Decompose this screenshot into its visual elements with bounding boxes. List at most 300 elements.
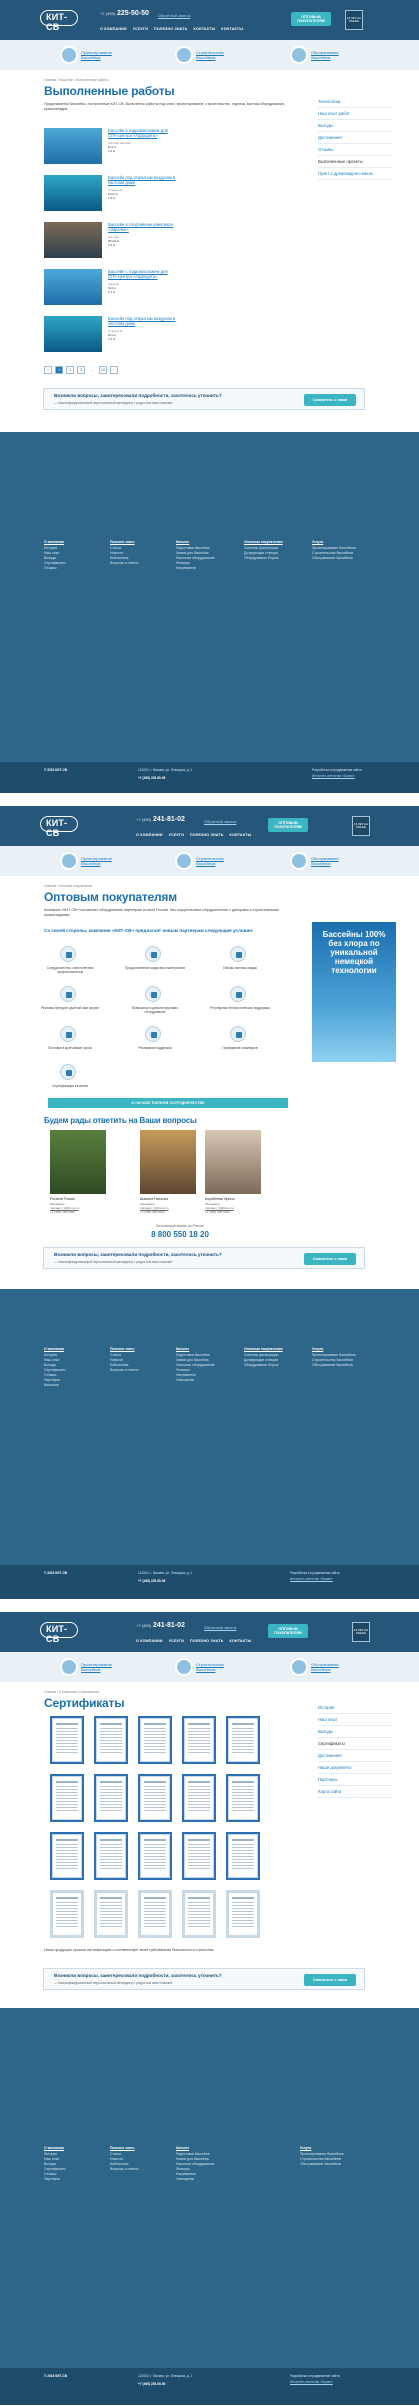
footer-col-heading[interactable]: Каталог bbox=[176, 2146, 190, 2150]
contact-banner bbox=[43, 1968, 365, 1990]
service-maintenance[interactable] bbox=[290, 852, 359, 870]
manager-email[interactable]: manager_2@kit-sv.ru bbox=[140, 1205, 169, 1210]
phone-prefix: +7 (495) bbox=[136, 1623, 152, 1628]
footer-address: 121002, г. Москва, ул. Плющиха, д. 1 bbox=[138, 768, 193, 772]
nav-about[interactable]: О КОМПАНИИ bbox=[100, 27, 127, 31]
footer-phone: +7 (495) 225-50-50 bbox=[138, 1579, 166, 1583]
breadcrumb[interactable]: Главная / О компании / Сертификаты bbox=[44, 1690, 100, 1694]
nav-contacts-2[interactable]: КОНТАКТЫ bbox=[221, 27, 244, 31]
manager-photo bbox=[50, 1130, 106, 1194]
experience-icon bbox=[60, 946, 76, 962]
site-header bbox=[0, 806, 419, 846]
footer-copyright: © 2015 КИТ-СВ bbox=[44, 768, 68, 772]
promo-banner[interactable] bbox=[312, 922, 396, 1062]
pool-maintenance-icon bbox=[290, 46, 308, 64]
footer-address: 121002, г. Москва, ул. Плющиха, д. 1 bbox=[138, 1571, 193, 1575]
footer-col-heading[interactable]: Услуги bbox=[312, 540, 324, 544]
footer-col-heading[interactable]: Услуги bbox=[300, 2146, 312, 2150]
footer-col-heading[interactable]: О компании bbox=[44, 1347, 64, 1351]
project-title[interactable]: Бассейн под открытым воздухом в частном доме bbox=[108, 316, 176, 326]
materials-icon bbox=[145, 946, 161, 962]
next-page-button[interactable]: › bbox=[110, 366, 118, 374]
sidebar-item[interactable]: Пункт 1 древовидного меню bbox=[318, 168, 393, 180]
footer-col-heading[interactable]: О компании bbox=[44, 540, 64, 544]
certificate-thumb[interactable] bbox=[94, 1774, 128, 1822]
delivery-icon bbox=[60, 1026, 76, 1042]
footer-link[interactable]: Насосное оборудование bbox=[176, 1363, 215, 1367]
free-call-label: Бесплатный звонок по России bbox=[156, 1224, 204, 1228]
project-type: Крытый bbox=[108, 235, 119, 239]
footer-link[interactable]: Новости bbox=[110, 2157, 124, 2161]
project-size: 25х10 м bbox=[108, 239, 120, 244]
partnership-button[interactable]: О НАЧАЛЕ ПОЛНОМ СОТРУДНИЧЕСТВЕ bbox=[48, 1098, 288, 1108]
prev-page-button[interactable]: ‹ bbox=[44, 366, 52, 374]
manager-photo bbox=[205, 1130, 261, 1194]
project-thumbnail[interactable] bbox=[44, 175, 102, 211]
service-build[interactable] bbox=[175, 46, 244, 64]
project-thumbnail[interactable] bbox=[44, 128, 102, 164]
footer-link[interactable]: Дозирующие станции bbox=[244, 551, 278, 555]
footer-link[interactable]: Библиотека bbox=[110, 556, 129, 560]
nav-services[interactable]: УСЛУГИ bbox=[168, 1639, 185, 1643]
footer-link[interactable]: Наш опыт bbox=[44, 1358, 60, 1362]
footer-link[interactable]: Химия для бассейна bbox=[176, 1358, 209, 1362]
footer-link[interactable]: Подготовка бассейна bbox=[176, 1353, 210, 1357]
banner-subtext: — Квалифицированный персональный менеджер с радостью вам поможет bbox=[54, 401, 173, 405]
footer-col-useful bbox=[110, 540, 139, 566]
phone-digits: 241-81-02 bbox=[152, 1622, 185, 1629]
certificate-thumb[interactable] bbox=[138, 1832, 172, 1880]
certificate-thumb[interactable] bbox=[138, 1774, 172, 1822]
wholesale-button[interactable]: ОПТОВЫМ ПОКУПАТЕЛЯМ bbox=[291, 12, 331, 26]
footer-col-services bbox=[312, 1347, 356, 1368]
footer-link[interactable]: Отзывы bbox=[44, 2172, 57, 2176]
wholesale-button[interactable]: ОПТОВЫМ ПОКУПАТЕЛЯМ bbox=[268, 1624, 308, 1638]
footer-link[interactable]: Нагреватели bbox=[176, 1373, 197, 1377]
banner-question: Возникли вопросы, заинтересовали подробности, захотелось уточнить? bbox=[54, 1973, 222, 1978]
services-band bbox=[0, 40, 419, 70]
certificate-thumb[interactable] bbox=[182, 1832, 216, 1880]
logo[interactable] bbox=[40, 10, 78, 32]
sidebar-menu bbox=[318, 96, 393, 180]
phone-digits: 241-81-02 bbox=[152, 816, 185, 823]
top-nav bbox=[100, 27, 243, 31]
sidebar-item[interactable]: Наши документы bbox=[318, 1762, 393, 1774]
sidebar-item[interactable]: Достижения bbox=[318, 1750, 393, 1762]
footer-link[interactable]: Фильтры bbox=[176, 561, 190, 565]
nav-contacts[interactable]: КОНТАКТЫ bbox=[193, 27, 216, 31]
condition-text: Регулярная технологическая поддержка bbox=[210, 1006, 270, 1010]
phone-number bbox=[136, 1622, 185, 1629]
project-item[interactable] bbox=[44, 222, 294, 262]
footer-bottom bbox=[0, 762, 419, 793]
condition-text: Предоставление скидочных материалов bbox=[125, 966, 185, 970]
service-maintenance-label: Обслуживание бассейнов bbox=[311, 1662, 339, 1672]
footer-link[interactable]: Освещение bbox=[176, 2177, 195, 2181]
seminar-icon bbox=[230, 1026, 246, 1042]
footer-link[interactable]: Наш опыт bbox=[44, 551, 60, 555]
certificate-thumb[interactable] bbox=[226, 1832, 260, 1880]
pool-build-icon bbox=[175, 1658, 193, 1676]
footer-link[interactable]: Химия для бассейна bbox=[176, 551, 209, 555]
contact-banner bbox=[43, 388, 365, 410]
project-depth: 1,4 м bbox=[108, 290, 116, 295]
footer-link[interactable]: Проектирование бассейнов bbox=[300, 2152, 344, 2156]
footer-link[interactable]: Строительство бассейнов bbox=[312, 1358, 354, 1362]
nav-contacts[interactable]: КОНТАКТЫ bbox=[229, 833, 252, 837]
footer-link[interactable]: Нагреватели bbox=[176, 2172, 197, 2176]
project-thumbnail[interactable] bbox=[44, 269, 102, 305]
footer-col-heading[interactable]: Услуги bbox=[312, 1347, 324, 1351]
project-depth: 1,5 м bbox=[108, 337, 116, 342]
project-type: Крытый bbox=[108, 282, 119, 286]
footer-link[interactable]: Насосное оборудование bbox=[176, 2162, 215, 2166]
sidebar-item-active[interactable]: Выполненные проекты bbox=[318, 156, 393, 168]
footer-col-about bbox=[44, 1347, 66, 1388]
years-badge: 15 ЛЕТ НА РЫНКЕ bbox=[352, 816, 370, 836]
footer-link[interactable]: История bbox=[44, 546, 58, 550]
contact-us-button[interactable]: Свяжитесь с нами bbox=[304, 1253, 356, 1265]
project-type: Открытый bbox=[108, 188, 123, 192]
sidebar-menu bbox=[318, 1702, 393, 1798]
footer-col-heading[interactable]: Полезно знать bbox=[110, 540, 135, 544]
service-build[interactable] bbox=[175, 1658, 244, 1676]
manager-role: Менеджер bbox=[205, 1201, 220, 1206]
footer-col-heading[interactable]: Оптовым покупателям bbox=[244, 540, 283, 544]
sidebar-item[interactable]: Карта сайта bbox=[318, 1786, 393, 1798]
services-band bbox=[0, 1652, 419, 1682]
footer-link[interactable]: Сертификаты bbox=[44, 561, 66, 565]
questions-heading: Будем рады ответить на Ваши вопросы bbox=[44, 1116, 197, 1125]
project-title[interactable]: Бассейн под открытым воздухом в частном доме bbox=[108, 175, 176, 185]
manager-role: Менеджер bbox=[140, 1201, 155, 1206]
footer-link[interactable]: Нагреватели bbox=[176, 566, 197, 570]
phone-number bbox=[136, 816, 185, 823]
condition-text: Сертификация качества bbox=[52, 1084, 88, 1088]
condition-text: Реклама бренда в удобной вам форме bbox=[41, 1006, 99, 1010]
footer-link[interactable]: Строительство бассейнов bbox=[300, 2157, 342, 2161]
footer-link[interactable]: История bbox=[44, 2152, 58, 2156]
nav-useful[interactable]: ПОЛЕЗНО ЗНАТЬ bbox=[154, 27, 188, 31]
callback-link[interactable]: Обратный звонок bbox=[204, 1625, 237, 1630]
pool-build-icon bbox=[175, 852, 193, 870]
footer-bottom bbox=[0, 2368, 419, 2405]
certificate-thumb[interactable] bbox=[138, 1890, 172, 1938]
service-maintenance-label: Обслуживание бассейнов bbox=[311, 50, 339, 60]
footer-link[interactable]: Вопросы и ответы bbox=[110, 1368, 139, 1372]
footer-phone: +7 (495) 225-50-50 bbox=[138, 776, 166, 780]
footer-link[interactable]: Фильтры bbox=[176, 1368, 190, 1372]
nav-useful[interactable]: ПОЛЕЗНО ЗНАТЬ bbox=[190, 833, 224, 837]
pool-maintenance-icon bbox=[290, 852, 308, 870]
manager-card bbox=[140, 1130, 212, 1214]
footer-col-heading[interactable]: Полезно знать bbox=[110, 1347, 135, 1351]
footer-col-heading[interactable]: О компании bbox=[44, 2146, 64, 2150]
nav-about[interactable]: О КОМПАНИИ bbox=[136, 1639, 163, 1643]
footer-link[interactable]: Статьи bbox=[110, 2152, 121, 2156]
pool-design-icon bbox=[60, 46, 78, 64]
service-design-label: Проектирование бассейнов bbox=[81, 1662, 112, 1672]
certificate-thumb[interactable] bbox=[50, 1774, 84, 1822]
condition-text: Гибкая система скидок bbox=[223, 966, 257, 970]
wholesale-button[interactable]: ОПТОВЫМ ПОКУПАТЕЛЯМ bbox=[268, 818, 308, 832]
manager-card bbox=[205, 1130, 277, 1214]
footer-link[interactable]: Вопросы и ответы bbox=[110, 561, 139, 565]
sidebar-item[interactable]: Достижения bbox=[318, 132, 393, 144]
contact-banner bbox=[43, 1247, 365, 1269]
certificate-thumb[interactable] bbox=[226, 1890, 260, 1938]
logo-text: КИТ-СВ bbox=[46, 818, 68, 838]
intro-text: Компания «КИТ-СВ» поставляет оборудование партнерам из всей России. Мы осуществляем сотрудничество с дилерами и строительными организациями. bbox=[44, 908, 279, 917]
logo[interactable] bbox=[40, 816, 78, 838]
page-title: Выполненные работы bbox=[44, 84, 175, 98]
manager-email[interactable]: manager_3@kit-sv.ru bbox=[205, 1205, 234, 1210]
project-meta bbox=[108, 141, 131, 154]
phone-digits: 225-50-50 bbox=[116, 10, 149, 17]
project-item[interactable] bbox=[44, 128, 294, 168]
project-meta bbox=[108, 282, 119, 295]
certificate-thumb[interactable] bbox=[182, 1716, 216, 1764]
contact-us-button[interactable]: Свяжитесь с нами bbox=[304, 394, 356, 406]
page-button[interactable]: 2 bbox=[66, 366, 74, 374]
footer-link[interactable]: Вопросы и ответы bbox=[110, 2167, 139, 2171]
certificate-thumb[interactable] bbox=[226, 1716, 260, 1764]
footer-bottom bbox=[0, 1565, 419, 1599]
sidebar-item[interactable]: Технологии bbox=[318, 96, 393, 108]
page-title: Сертификаты bbox=[44, 1696, 125, 1710]
footer-col-heading[interactable]: Каталог bbox=[176, 1347, 190, 1351]
banner-question: Возникли вопросы, заинтересовали подробности, захотелось уточнить? bbox=[54, 393, 222, 398]
sidebar-item-active[interactable]: Сертификаты bbox=[318, 1738, 393, 1750]
manager-phone: +7 (495) 225-5050 bbox=[50, 1210, 75, 1214]
pool-design-icon bbox=[60, 852, 78, 870]
sidebar-item[interactable]: Наш опыт работ bbox=[318, 108, 393, 120]
screen-gap bbox=[0, 1599, 419, 1612]
footer-col-wholesale bbox=[244, 1347, 283, 1368]
footer-link[interactable]: Подготовка бассейна bbox=[176, 546, 210, 550]
footer-link[interactable]: Обслуживание бассейнов bbox=[312, 556, 353, 560]
footer-link[interactable]: Сертификаты bbox=[44, 1368, 66, 1372]
footer-link[interactable]: Обслуживание бассейнов bbox=[312, 1363, 353, 1367]
sidebar-item[interactable]: Выгоды bbox=[318, 120, 393, 132]
ads-icon bbox=[145, 1026, 161, 1042]
years-badge: 15 ЛЕТ НА РЫНКЕ bbox=[345, 10, 363, 30]
manager-photo bbox=[140, 1130, 196, 1194]
sidebar-item[interactable]: Выгоды bbox=[318, 1726, 393, 1738]
banner-subtext: — Квалифицированный персональный менеджер с радостью вам поможет bbox=[54, 1981, 173, 1985]
footer-link[interactable]: Отзывы bbox=[44, 1373, 57, 1377]
service-build-label: Строительство бассейнов bbox=[196, 50, 224, 60]
footer-col-catalog bbox=[176, 540, 215, 571]
pool-design-icon bbox=[60, 1658, 78, 1676]
condition-text: Рекламная поддержка bbox=[138, 1046, 172, 1050]
project-thumbnail[interactable] bbox=[44, 316, 102, 352]
hotline-number: 8 800 550 18 20 bbox=[151, 1230, 209, 1239]
service-build[interactable] bbox=[175, 852, 244, 870]
contact-us-button[interactable]: Свяжитесь с нами bbox=[304, 1974, 356, 1986]
service-maintenance[interactable] bbox=[290, 1658, 359, 1676]
service-design-label: Проектирование бассейнов bbox=[81, 856, 112, 866]
nav-services[interactable]: УСЛУГИ bbox=[132, 27, 149, 31]
service-maintenance-label: Обслуживание бассейнов bbox=[311, 856, 339, 866]
sidebar-item[interactable]: Наш опыт bbox=[318, 1714, 393, 1726]
footer-copyright: © 2015 КИТ-СВ bbox=[44, 2374, 68, 2378]
service-design[interactable] bbox=[60, 852, 129, 870]
nav-useful[interactable]: ПОЛЕЗНО ЗНАТЬ bbox=[190, 1639, 224, 1643]
footer-link[interactable]: Подготовка бассейна bbox=[176, 2152, 210, 2156]
footer bbox=[0, 2008, 419, 2368]
top-nav bbox=[136, 833, 251, 837]
service-design[interactable] bbox=[60, 46, 129, 64]
certificate-thumb[interactable] bbox=[94, 1716, 128, 1764]
footer-link[interactable]: Системы фильтрации bbox=[244, 546, 279, 550]
sidebar-item[interactable]: История bbox=[318, 1702, 393, 1714]
footer-dev-link[interactable]: Интернет-агентство «Браво» bbox=[290, 2380, 333, 2384]
footer-phone: +7 (495) 225-50-50 bbox=[138, 2382, 166, 2386]
footer-link[interactable]: Сертификаты bbox=[44, 2167, 66, 2171]
banner-subtext: — Квалифицированный персональный менеджер с радостью вам поможет bbox=[54, 1260, 173, 1264]
project-size: 8х4 м bbox=[108, 145, 116, 150]
certificate-thumb[interactable] bbox=[50, 1716, 84, 1764]
project-depth: 1,6 м bbox=[108, 149, 116, 154]
footer-link[interactable]: Наш опыт bbox=[44, 2157, 60, 2161]
certificate-thumb[interactable] bbox=[182, 1774, 216, 1822]
service-build-label: Строительство бассейнов bbox=[196, 1662, 224, 1672]
footer-link[interactable]: Статьи bbox=[110, 546, 121, 550]
project-item[interactable] bbox=[44, 316, 294, 356]
project-size: 9х4 м bbox=[108, 333, 116, 338]
footer-link[interactable]: Дозирующие станции bbox=[244, 1358, 278, 1362]
logo[interactable] bbox=[40, 1622, 78, 1644]
project-type: Открытый bbox=[108, 329, 123, 333]
footer-dev-link[interactable]: Интернет-агентство «Браво» bbox=[312, 774, 355, 778]
manager-name: Рогачев Роман bbox=[50, 1197, 75, 1201]
footer-col-wholesale bbox=[244, 540, 283, 561]
callback-link[interactable]: Обратный звонок bbox=[204, 819, 237, 824]
nav-about[interactable]: О КОМПАНИИ bbox=[136, 833, 163, 837]
footer-col-catalog bbox=[176, 2146, 215, 2182]
page-button[interactable]: 1 bbox=[55, 366, 63, 374]
project-title[interactable]: Бассейн в гидромассажем для СПА-центра «Афродита» bbox=[108, 128, 168, 138]
page-ellipsis: … bbox=[90, 368, 94, 372]
certificate-thumb[interactable] bbox=[182, 1890, 216, 1938]
footer-link[interactable]: История bbox=[44, 1353, 58, 1357]
certificate-thumb[interactable] bbox=[94, 1832, 128, 1880]
footer bbox=[0, 1289, 419, 1565]
service-design[interactable] bbox=[60, 1658, 129, 1676]
footer-link[interactable]: Системы фильтрации bbox=[244, 1353, 279, 1357]
brand-icon bbox=[60, 986, 76, 1002]
footer-link[interactable]: Проектирование бассейнов bbox=[312, 1353, 356, 1357]
certificate-thumb[interactable] bbox=[226, 1774, 260, 1822]
footer-dev-text: Разработка и продвижение сайта bbox=[312, 768, 362, 772]
manager-name: Шанина Наталья bbox=[140, 1197, 169, 1201]
certificate-thumb[interactable] bbox=[50, 1832, 84, 1880]
footer-col-heading[interactable]: Оптовым покупателям bbox=[244, 1347, 283, 1351]
footer-link[interactable]: Оборудование Kripsol bbox=[244, 556, 279, 560]
breadcrumb[interactable]: Главная / Наш опыт / Выполненные работы bbox=[44, 78, 109, 82]
top-nav bbox=[136, 1639, 251, 1643]
footer-link[interactable]: Фильтры bbox=[176, 2167, 190, 2171]
breadcrumb[interactable]: Главная / Оптовым покупателям bbox=[44, 884, 93, 888]
footer-dev-text: Разработка и продвижение сайта bbox=[290, 1571, 340, 1575]
footer-link[interactable]: Насосное оборудование bbox=[176, 556, 215, 560]
footer-link[interactable]: Библиотека bbox=[110, 1363, 129, 1367]
footer-col-services bbox=[300, 2146, 344, 2167]
nav-contacts[interactable]: КОНТАКТЫ bbox=[229, 1639, 252, 1643]
page-title: Оптовым покупателям bbox=[44, 890, 177, 904]
logo-text: КИТ-СВ bbox=[46, 1624, 68, 1644]
footer-link[interactable]: Строительство бассейнов bbox=[312, 551, 354, 555]
sidebar-item[interactable]: Отзывы bbox=[318, 144, 393, 156]
manager-email[interactable]: manager_1@kit-sv.ru bbox=[50, 1205, 79, 1210]
project-meta bbox=[108, 329, 122, 342]
footer-link[interactable]: Выгоды bbox=[44, 1363, 57, 1367]
footer bbox=[0, 432, 419, 762]
sidebar-item[interactable]: Партнеры bbox=[318, 1774, 393, 1786]
project-title[interactable]: Бассейн с гидромассажем для СПА-центра «Афродита» bbox=[108, 269, 168, 279]
project-thumbnail[interactable] bbox=[44, 222, 102, 258]
pool-maintenance-icon bbox=[290, 1658, 308, 1676]
footer-link[interactable]: Новости bbox=[110, 551, 124, 555]
footer-copyright: © 2015 КИТ-СВ bbox=[44, 1571, 68, 1575]
footer-link[interactable]: Оборудование Kripsol bbox=[244, 1363, 279, 1367]
project-depth: 1,5 м bbox=[108, 196, 116, 201]
certificate-thumb[interactable] bbox=[138, 1716, 172, 1764]
footer-col-heading[interactable]: Каталог bbox=[176, 540, 190, 544]
phone-prefix: +7 (495) bbox=[136, 817, 152, 822]
footer-link[interactable]: Обслуживание бассейнов bbox=[300, 2162, 341, 2166]
project-item[interactable] bbox=[44, 269, 294, 309]
footer-link[interactable]: Партнеры bbox=[44, 2177, 60, 2181]
callback-link[interactable]: Обратный звонок bbox=[158, 13, 191, 18]
condition-text: Проведение семинаров bbox=[222, 1046, 258, 1050]
nav-services[interactable]: УСЛУГИ bbox=[168, 833, 185, 837]
footer-link[interactable]: Статьи bbox=[110, 1353, 121, 1357]
footer-link[interactable]: Новости bbox=[110, 1358, 124, 1362]
screen-gap bbox=[0, 793, 419, 806]
service-build-label: Строительство бассейнов bbox=[196, 856, 224, 866]
footer-link[interactable]: Химия для бассейна bbox=[176, 2157, 209, 2161]
discount-icon bbox=[230, 946, 246, 962]
manager-name: Кораблева Ирина bbox=[205, 1197, 235, 1201]
manager-phone: +7 (495) 225-5050 bbox=[205, 1210, 230, 1214]
footer-col-services bbox=[312, 540, 356, 561]
footer-link[interactable]: Выгоды bbox=[44, 2162, 57, 2166]
page-button[interactable]: 3 bbox=[77, 366, 85, 374]
project-item[interactable] bbox=[44, 175, 294, 215]
footer-col-heading[interactable]: Полезно знать bbox=[110, 2146, 135, 2150]
certificate-thumb[interactable] bbox=[50, 1890, 84, 1938]
page-button[interactable]: 10 bbox=[100, 368, 106, 372]
footer-link[interactable]: Освещение bbox=[176, 1378, 195, 1382]
footer-address: 121002, г. Москва, ул. Плющиха, д. 1 bbox=[138, 2374, 193, 2378]
project-title[interactable]: Бассейн в спортивном комплексе «Заречье» bbox=[108, 222, 174, 232]
footer-link[interactable]: Библиотека bbox=[110, 2162, 129, 2166]
service-maintenance[interactable] bbox=[290, 46, 359, 64]
footer-link[interactable]: Вакансии bbox=[44, 1383, 59, 1387]
footer-link[interactable]: Партнеры bbox=[44, 1378, 60, 1382]
certificate-icon bbox=[60, 1064, 76, 1080]
footer-link[interactable]: Отзывы bbox=[44, 566, 57, 570]
demo-icon bbox=[145, 986, 161, 1002]
footer-link[interactable]: Проектирование бассейнов bbox=[312, 546, 356, 550]
footer-dev-link[interactable]: Интернет-агентство «Браво» bbox=[290, 1577, 333, 1581]
certificate-thumb[interactable] bbox=[94, 1890, 128, 1938]
project-meta bbox=[108, 235, 119, 248]
project-size: 6х3 м bbox=[108, 286, 116, 291]
footer-link[interactable]: Выгоды bbox=[44, 556, 57, 560]
